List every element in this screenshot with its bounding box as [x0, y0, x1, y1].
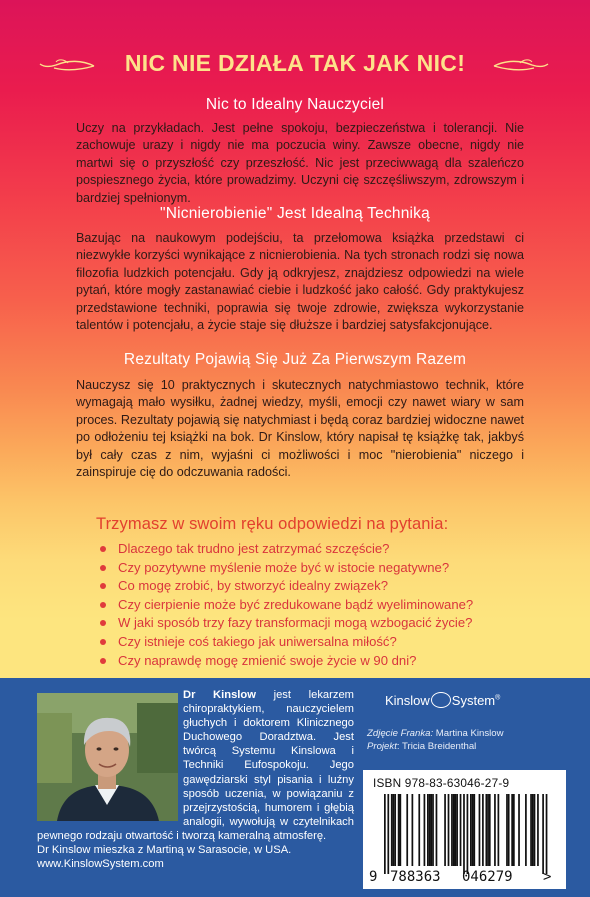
barcode-bar [513, 794, 515, 866]
barcode-bar [494, 794, 496, 866]
barcode-bar [418, 794, 420, 866]
barcode-bar [455, 794, 457, 866]
section-text-results: Nauczysz się 10 praktycznych i skutecznych natychmiastowo technik, które wymagają mało wysiłku, żadnej wiedzy, myśli, emocji czy nawet wiary w sam proces. Rezultaty pojawią się natychmiast i będą coraz bardziej widoczne nawet po odłożeniu tej książki na bok. Dr Kinslow, który napisał tę książkę tak, jakbyś był cały czas z nim, wyjaśni ci możliwości i moc "nierobienia" niczego i zainspiruje cię do odczuwania radości. [76, 378, 524, 480]
bullet-icon [100, 546, 106, 552]
barcode-bar [467, 794, 469, 874]
barcode-bar [530, 794, 532, 866]
barcode-bar [463, 794, 465, 874]
bullet-icon [100, 583, 106, 589]
question-text: Co mogę zrobić, by stworzyć idealny związek? [118, 578, 388, 594]
list-item [98, 577, 473, 596]
barcode-bar [451, 794, 453, 866]
list-item [98, 633, 473, 652]
barcode-bar [398, 794, 400, 866]
question-text: Czy istnieje coś takiego jak uniwersalna miłość? [118, 633, 397, 649]
barcode-bar [472, 794, 474, 866]
barcode-bar [444, 794, 446, 866]
bullet-icon [100, 602, 106, 608]
barcode-bar [427, 794, 429, 866]
barcode-bar [479, 794, 481, 866]
barcode-bar [387, 794, 389, 874]
barcode-lead-digit: 9 [369, 869, 378, 885]
bio-description: jest lekarzem chiropraktykiem, nauczycielem głuchych i doktorem Klinicznego Duchowego Doradztwa. Jest twórcą Systemu Kinslowa i Techniki Eufospokoju. Jego gawędziarski styl pisania i luźny sposób uczenia, w powiązaniu z przejrzystością, humorem i głębią analogii, wywołują w czytelnikach pewnego rodzaju otwartość i tworzą kameralną atmosferę. [37, 689, 354, 842]
logo-ring-icon [431, 692, 451, 708]
barcode-bar [384, 794, 386, 874]
author-name: Dr Kinslow [183, 689, 256, 701]
barcode-bar [485, 794, 487, 866]
barcode-bar [498, 794, 500, 866]
bio-location: Dr Kinslow mieszka z Martiną w Sarasocie, w USA. [37, 844, 292, 857]
list-item [98, 652, 473, 671]
right-ornament-icon [492, 58, 550, 74]
barcode-bar [489, 794, 491, 866]
barcode-bar [518, 794, 520, 866]
list-item [98, 596, 473, 615]
headline: NIC NIE DZIAŁA TAK JAK NIC! [124, 50, 466, 76]
barcode-bar [532, 794, 534, 866]
barcode-bar [537, 794, 539, 866]
barcode-bar [412, 794, 414, 866]
project-credit-label: Projekt [367, 741, 397, 752]
author-bio [37, 688, 354, 871]
isbn-number: ISBN 978-83-63046-27-9 [373, 776, 510, 790]
bullet-icon [100, 639, 106, 645]
photo-credit-label: Zdjęcie Franka: [367, 728, 434, 739]
logo-text-right: System [451, 693, 496, 708]
questions-title: Trzymasz w swoim ręku odpowiedzi na pytania: [96, 515, 449, 533]
barcode-bar [394, 794, 396, 866]
barcode-bar [456, 794, 458, 866]
section-title-results: Rezultaty Pojawią Się Już Za Pierwszym Razem [123, 351, 467, 368]
barcode-bar [429, 794, 431, 866]
list-item [98, 614, 473, 633]
question-text: Czy naprawdę mogę zmienić swoje życie w 90 dni? [118, 652, 417, 668]
question-text: Czy pozytywne myślenie może być w istocie negatywne? [118, 559, 450, 575]
barcode-bar [508, 794, 510, 866]
barcode-bar [542, 794, 544, 874]
barcode-arrow: > [543, 869, 552, 885]
project-credit [367, 740, 504, 753]
section-title-technique: "Nicnierobienie" Jest Idealną Techniką [160, 205, 430, 222]
list-item [98, 559, 473, 578]
logo-text-left: Kinslow [385, 693, 430, 708]
photo-credit [367, 727, 504, 740]
section-text-technique: Bazując na naukowym podejściu, ta przełomowa książka przedstawi ci niezwykłe korzyści wynikające z nicnierobienia. Na tych stronach rodzi się nowa filozofia ludzkich potencjału. Gdy ją odkryjesz, znajdziesz odpowiedzi na wiele pytań, które mogły zastanawiać ciebie i ludzkość jako całość. Gdy praktykujesz przedstawione techniki, poprawia się twoje zdrowie, zwiększa wykorzystanie talentów i potencjału, a życie staje się dłuższe i bardziej satysfakcjonujące. [76, 231, 524, 333]
barcode-bar [399, 794, 401, 866]
credits [367, 727, 504, 753]
website-link: www.KinslowSystem.com [37, 858, 164, 871]
barcode-panel [363, 770, 566, 889]
barcode-bar [448, 794, 450, 866]
project-credit-name: : Tricia Breidenthal [396, 741, 477, 752]
bullet-icon [100, 565, 106, 571]
barcode-digits-left: 788363 [390, 869, 441, 885]
section-title-teacher: Nic to Idealny Nauczyciel [205, 96, 385, 113]
barcode-bar [424, 794, 426, 866]
barcode-bar [534, 794, 536, 866]
photo-credit-name: Martina Kinslow [435, 728, 504, 739]
logo-registered-mark: ® [495, 694, 501, 702]
barcode-bar [406, 794, 408, 866]
bullet-icon [100, 620, 106, 626]
question-text: W jaki sposób trzy fazy transformacji mogą wzbogacić życie? [118, 615, 473, 631]
barcode-bar [453, 794, 455, 866]
barcode-bar [546, 794, 548, 874]
barcode-bar [470, 794, 472, 866]
barcode-bar [473, 794, 475, 866]
barcode-bar [432, 794, 434, 866]
barcode-bar [460, 794, 462, 866]
barcode-bar [391, 794, 393, 866]
question-text: Dlaczego tak trudno jest zatrzymać szczęście? [118, 541, 390, 556]
section-text-teacher: Uczy na przykładach. Jest pełne spokoju, bezpieczeństwa i tolerancji. Nie zachowuje urazy i nigdy nie ma poczucia winy. Zawsze obecne, nigdy nie martwi się o przyszłość czy przeszłość. Nic jest przeciwwagą dla szaleńczo pospiesznego życia, które prowadzimy. Uczyni cię szczęśliwszym, zdrowszym i bardziej spełnionym. [76, 121, 524, 205]
question-text: Czy cierpienie może być zredukowane bądź wyeliminowane? [118, 596, 474, 612]
barcode-bar [482, 794, 484, 866]
list-item [98, 540, 473, 559]
barcode-bar [511, 794, 513, 866]
bullet-icon [100, 658, 106, 664]
barcode-bar [506, 794, 508, 866]
barcode-bar [525, 794, 527, 866]
barcode-bar [487, 794, 489, 866]
barcode-bar [430, 794, 432, 866]
barcode-bar [393, 794, 395, 866]
kinslow-system-logo [385, 692, 500, 714]
barcode-digits-right: 046279 [462, 869, 513, 885]
questions-list [98, 540, 473, 670]
barcode-bar [436, 794, 438, 866]
